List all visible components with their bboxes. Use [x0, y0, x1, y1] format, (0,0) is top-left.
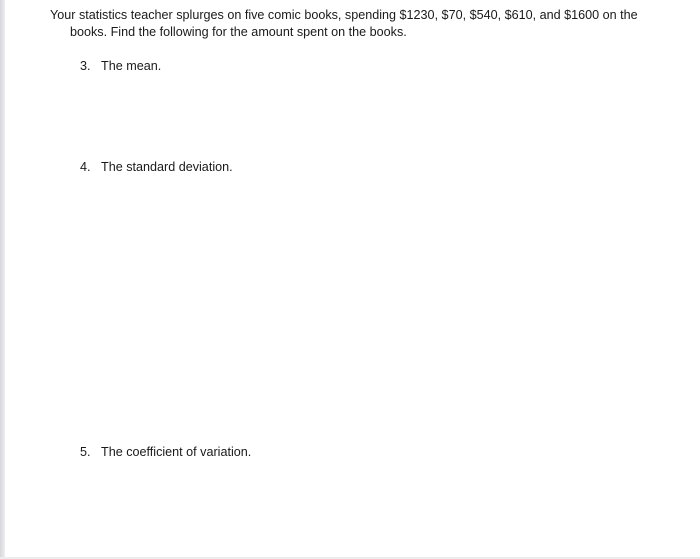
question-number: 5.	[80, 445, 91, 459]
question-standard-deviation	[80, 159, 233, 176]
problem-statement	[50, 7, 650, 41]
question-text: The mean.	[101, 59, 162, 73]
question-text: The standard deviation.	[101, 160, 233, 174]
problem-line-1: Your statistics teacher splurges on five comic books, spending $1230, $70, $540, $610, and $1600 on the	[50, 8, 638, 22]
question-number: 4.	[80, 160, 91, 174]
question-text: The coefficient of variation.	[101, 445, 252, 459]
page-left-edge	[0, 0, 5, 559]
question-mean	[80, 58, 161, 75]
question-number: 3.	[80, 59, 91, 73]
question-coefficient-of-variation	[80, 444, 251, 461]
problem-line-2: books. Find the following for the amount spent on the books.	[70, 25, 407, 39]
